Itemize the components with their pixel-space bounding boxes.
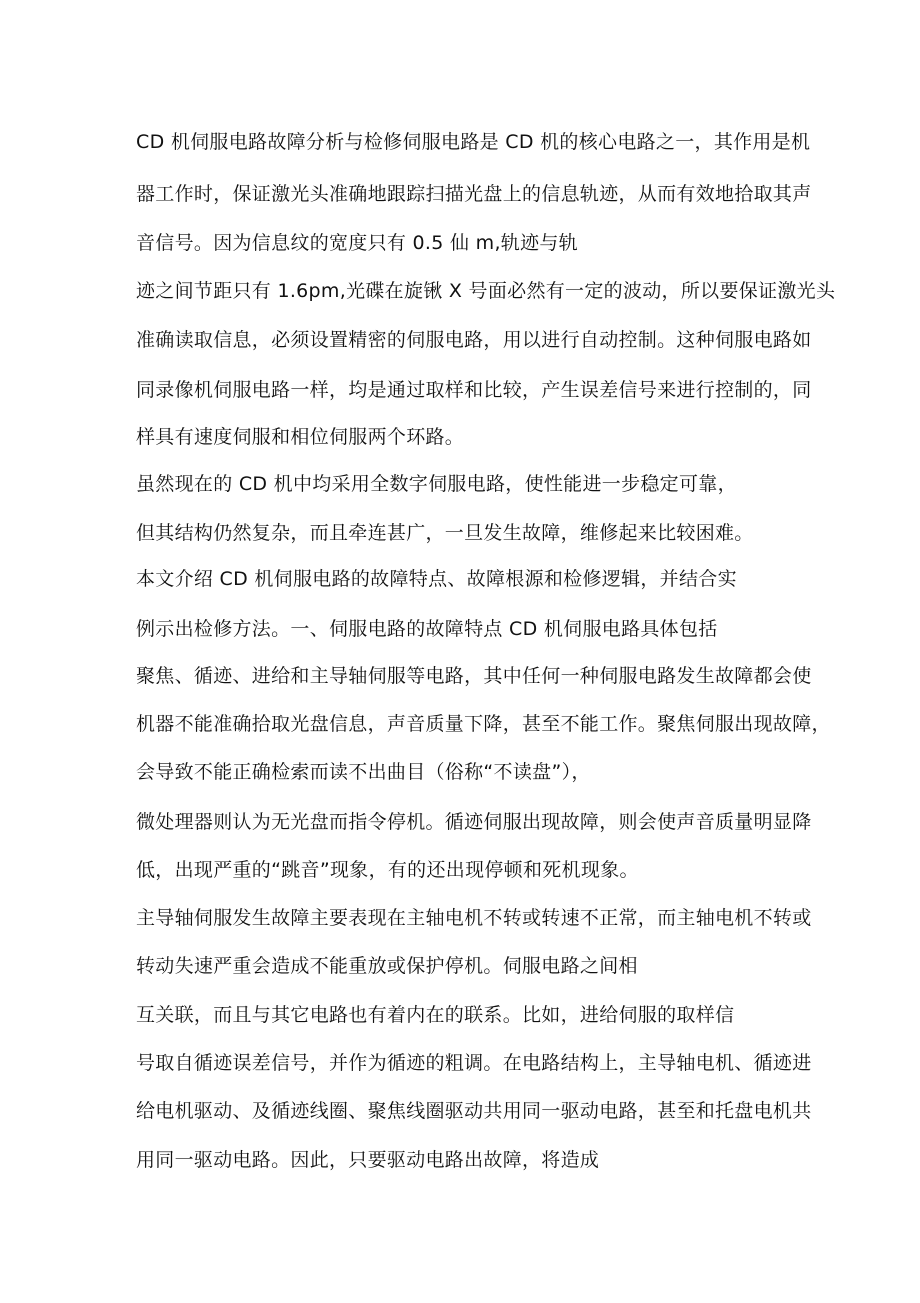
text-line: 同录像机伺服电路一样，均是通过取样和比较，产生误差信号来进行控制的，同 bbox=[136, 379, 812, 401]
text-line: 号取自循迹误差信号，并作为循迹的粗调。在电路结构上，主导轴电机、循迹进 bbox=[136, 1052, 812, 1074]
text-line: 会导致不能正确检索而读不出曲目（俗称“不读盘”）， bbox=[136, 761, 591, 783]
text-line: 准确读取信息，必须设置精密的伺服电路，用以进行自动控制。这种伺服电路如 bbox=[136, 329, 812, 351]
text-line: 虽然现在的 CD 机中均采用全数字伺服电路，使性能进一步稳定可靠， bbox=[136, 473, 737, 495]
text-line: 用同一驱动电路。因此，只要驱动电路出故障，将造成 bbox=[136, 1149, 600, 1171]
text-line: 音信号。因为信息纹的宽度只有 0.5 仙 m,轨迹与轨 bbox=[136, 232, 578, 254]
text-line: 聚焦、循迹、进给和主导轴伺服等电路，其中任何一种伺服电路发生故障都会使 bbox=[136, 665, 812, 687]
text-line: 机器不能准确拾取光盘信息，声音质量下降，甚至不能工作。聚焦伺服出现故障， bbox=[136, 713, 831, 735]
text-line: 器工作时，保证激光头准确地跟踪扫描光盘上的信息轨迹，从而有效地拾取其声 bbox=[136, 183, 812, 205]
text-line: 互关联，而且与其它电路也有着内在的联系。比如，进给伺服的取样信 bbox=[136, 1004, 735, 1026]
text-line: 低，出现严重的“跳音”现象，有的还出现停顿和死机现象。 bbox=[136, 859, 639, 881]
text-line: 但其结构仍然复杂，而且牵连甚广，一旦发生故障，维修起来比较困难。 bbox=[136, 522, 754, 544]
text-line: 转动失速严重会造成不能重放或保护停机。伺服电路之间相 bbox=[136, 955, 638, 977]
text-line: 主导轴伺服发生故障主要表现在主轴电机不转或转速不正常，而主轴电机不转或 bbox=[136, 907, 812, 929]
text-line: 例示出检修方法。一、伺服电路的故障特点 CD 机伺服电路具体包括 bbox=[136, 618, 718, 640]
text-line: 样具有速度伺服和相位伺服两个环路。 bbox=[136, 426, 465, 448]
text-line: 本文介绍 CD 机伺服电路的故障特点、故障根源和检修逻辑，并结合实 bbox=[136, 568, 737, 590]
text-line: 微处理器则认为无光盘而指令停机。循迹伺服出现故障，则会使声音质量明显降 bbox=[136, 811, 812, 833]
text-line: CD 机伺服电路故障分析与检修伺服电路是 CD 机的核心电路之一，其作用是机 bbox=[136, 131, 811, 153]
text-line: 迹之间节距只有 1.6pm,光碟在旋锹 X 号面必然有一定的波动，所以要保证激光头 bbox=[136, 280, 836, 302]
text-line: 给电机驱动、及循迹线圈、聚焦线圈驱动共用同一驱动电路，甚至和托盘电机共 bbox=[136, 1100, 812, 1122]
